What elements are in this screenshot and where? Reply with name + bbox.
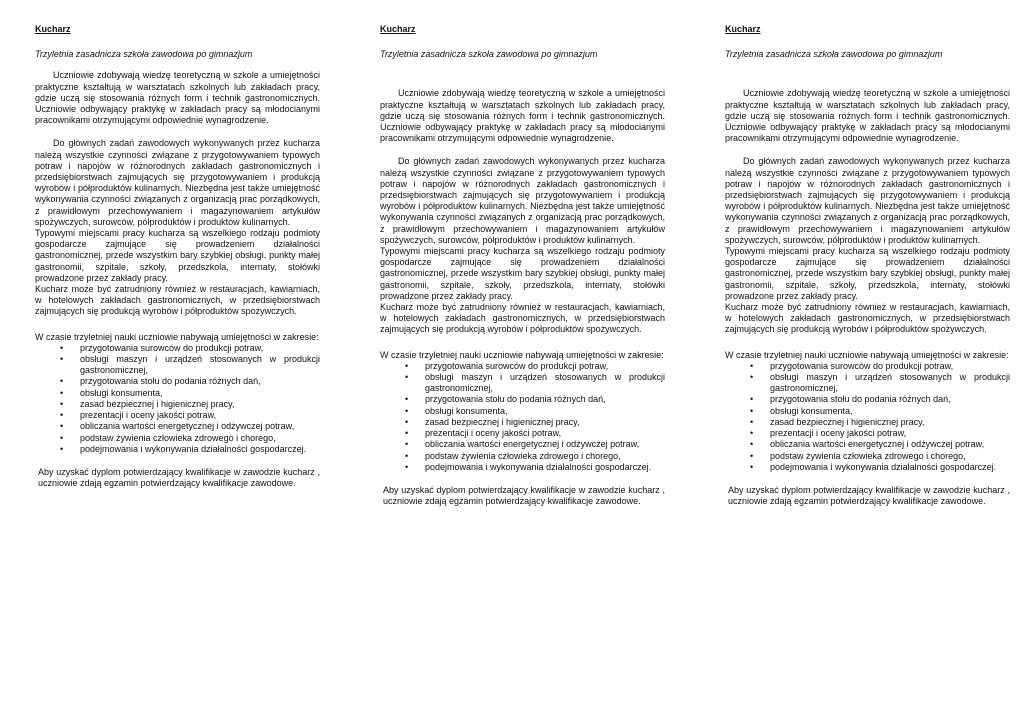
paragraph-employment: Kucharz może być zatrudniony również w restauracjach, kawiarniach, w hotelowych zakładach gastronomicznych, w przedsiębiorstwach zajmujących się produkcją wyrobów i półproduktów spożywczych. [380,302,665,335]
skills-list [725,361,1010,473]
document-subtitle: Trzyletnia zasadnicza szkoła zawodowa po gimnazjum [725,49,943,60]
list-item: • obsługi maszyn i urządzeń stosowanych w produkcji gastronomicznej, [80,354,320,376]
list-item: • przygotowania stołu do podania różnych dań, [770,394,1010,405]
list-item: • przygotowania surowców do produkcji potraw, [80,343,320,354]
paragraph-learning: Uczniowie zdobywają wiedzę teoretyczną w szkole a umiejętności praktyczne kształtują w warsztatach szkolnych lub zakładach pracy, gdzie uczą się stosowania różnych form i technik gastronomicznych. Uczniowie odbywający praktykę w zakładach pracy są młodocianymi pracownikami otrzymującymi odpowiednie wynagrodzenie. [35,70,320,126]
list-item: • obliczania wartości energetycznej i odżywczej potraw, [770,439,1010,450]
list-item: • obliczania wartości energetycznej i odżywczej potraw, [80,421,320,432]
list-item: • obsługi maszyn i urządzeń stosowanych w produkcji gastronomicznej, [425,372,665,394]
list-item: • prezentacji i oceny jakości potraw, [770,428,1010,439]
list-item: • zasad bezpiecznej i higienicznej pracy, [80,399,320,410]
skills-list [380,361,665,473]
list-item: • przygotowania stołu do podania różnych dań, [80,376,320,387]
list-item: • podejmowania i wykonywania działalności gospodarczej. [770,462,1010,473]
list-item: • obsługi maszyn i urządzeń stosowanych w produkcji gastronomicznej, [770,372,1010,394]
list-item: • zasad bezpiecznej i higienicznej pracy, [425,417,665,428]
paragraph-employment: Kucharz może być zatrudniony również w restauracjach, kawiarniach, w hotelowych zakładach gastronomicznych, w przedsiębiorstwach zajmujących się produkcją wyrobów i półproduktów spożywczych. [35,284,320,317]
list-item: • przygotowania stołu do podania różnych dań, [425,394,665,405]
closing-paragraph: Aby uzyskać dyplom potwierdzający kwalifikacje w zawodzie kucharz , uczniowie zdają egzamin potwierdzający kwalifikacje zawodowe. [383,484,665,507]
list-item: • zasad bezpiecznej i higienicznej pracy, [770,417,1010,428]
paragraph-workplaces: Typowymi miejscami pracy kucharza są wszelkiego rodzaju podmioty gospodarcze zajmujące się prowadzeniem działalności gastronomicznej, przede wszystkim bary szybkiej obsługi, punkty małej gastronomii, szpitale, szkoły, przedszkola, internaty, stołówki prowadzone przez zakłady pracy. [35,228,320,283]
leaflet-column-3 [725,24,1010,507]
list-item: • podstaw żywienia człowieka zdrowego i chorego, [770,451,1010,462]
document-subtitle: Trzyletnia zasadnicza szkoła zawodowa po gimnazjum [35,49,253,60]
paragraph-learning: Uczniowie zdobywają wiedzę teoretyczną w szkole a umiejętności praktyczne kształtują w warsztatach szkolnych lub zakładach pracy, gdzie uczą się stosowania różnych form i technik gastronomicznych. Uczniowie odbywający praktykę w zakładach pracy są młodocianymi pracownikami otrzymującymi odpowiednie wynagrodzenie. [380,88,665,144]
paragraph-tasks: Do głównych zadań zawodowych wykonywanych przez kucharza należą wszystkie czynności związane z przygotowywaniem typowych potraw i napojów w różnorodnych zakładach gastronomicznych i przedsiębiorstwach zajmujących się przygotowywaniem i produkcją wyrobów i półproduktów kulinarnych. Niezbędna jest także umiejętność wykonywania czynności związanych z organizacją prac porządkowych, z prawidłowym przechowywaniem i magazynowaniem artykułów spożywczych, surowców, półproduktów i produktów kulinarnych. [725,156,1010,245]
list-item: • przygotowania surowców do produkcji potraw, [770,361,1010,372]
list-item: • prezentacji i oceny jakości potraw, [80,410,320,421]
list-item: • obsługi konsumenta, [770,406,1010,417]
list-item: • obsługi konsumenta, [425,406,665,417]
document-title: Kucharz [725,24,761,34]
skills-intro: W czasie trzyletniej nauki uczniowie nabywają umiejętności w zakresie: [725,349,1009,360]
skills-list [35,343,320,455]
list-item: • podejmowania i wykonywania działalności gospodarczej. [425,462,665,473]
paragraph-workplaces: Typowymi miejscami pracy kucharza są wszelkiego rodzaju podmioty gospodarcze zajmujące się prowadzeniem działalności gastronomicznej, przede wszystkim bary szybkiej obsługi, punkty małej gastronomii, szpitale, szkoły, przedszkola, internaty, stołówki prowadzone przez zakłady pracy. [725,246,1010,301]
skills-intro: W czasie trzyletniej nauki uczniowie nabywają umiejętności w zakresie: [35,331,319,342]
leaflet-column-2 [380,24,665,507]
paragraph-tasks: Do głównych zadań zawodowych wykonywanych przez kucharza należą wszystkie czynności związane z przygotowywaniem typowych potraw i napojów w różnorodnych zakładach gastronomicznych i przedsiębiorstwach zajmujących się przygotowywaniem i produkcją wyrobów i półproduktów kulinarnych. Niezbędna jest także umiejętność wykonywania czynności związanych z organizacją prac porządkowych, z prawidłowym przechowywaniem i magazynowaniem artykułów spożywczych, surowców, półproduktów i produktów kulinarnych. [35,138,320,227]
leaflet-column-1 [35,24,320,489]
paragraph-tasks: Do głównych zadań zawodowych wykonywanych przez kucharza należą wszystkie czynności związane z przygotowywaniem typowych potraw i napojów w różnorodnych zakładach gastronomicznych i przedsiębiorstwach zajmujących się przygotowywaniem i produkcją wyrobów i półproduktów kulinarnych. Niezbędna jest także umiejętność wykonywania czynności związanych z organizacją prac porządkowych, z prawidłowym przechowywaniem i magazynowaniem artykułów spożywczych, surowców, półproduktów i produktów kulinarnych. [380,156,665,245]
document-subtitle: Trzyletnia zasadnicza szkoła zawodowa po gimnazjum [380,49,598,60]
paragraph-employment: Kucharz może być zatrudniony również w restauracjach, kawiarniach, w hotelowych zakładach gastronomicznych, w przedsiębiorstwach zajmujących się produkcją wyrobów i półproduktów spożywczych. [725,302,1010,335]
list-item: • obliczania wartości energetycznej i odżywczej potraw, [425,439,665,450]
list-item: • podstaw żywienia człowieka zdrowego i chorego, [80,433,320,444]
skills-intro: W czasie trzyletniej nauki uczniowie nabywają umiejętności w zakresie: [380,349,664,360]
list-item: • obsługi konsumenta, [80,388,320,399]
document-title: Kucharz [380,24,416,34]
list-item: • przygotowania surowców do produkcji potraw, [425,361,665,372]
list-item: • podejmowania i wykonywania działalności gospodarczej. [80,444,320,455]
closing-paragraph: Aby uzyskać dyplom potwierdzający kwalifikacje w zawodzie kucharz , uczniowie zdają egzamin potwierdzający kwalifikacje zawodowe. [38,466,320,489]
paragraph-workplaces: Typowymi miejscami pracy kucharza są wszelkiego rodzaju podmioty gospodarcze zajmujące się prowadzeniem działalności gastronomicznej, przede wszystkim bary szybkiej obsługi, punkty małej gastronomii, szpitale, szkoły, przedszkola, internaty, stołówki prowadzone przez zakłady pracy. [380,246,665,301]
list-item: • prezentacji i oceny jakości potraw, [425,428,665,439]
paragraph-learning: Uczniowie zdobywają wiedzę teoretyczną w szkole a umiejętności praktyczne kształtują w warsztatach szkolnych lub zakładach pracy, gdzie uczą się stosowania różnych form i technik gastronomicznych. Uczniowie odbywający praktykę w zakładach pracy są młodocianymi pracownikami otrzymującymi odpowiednie wynagrodzenie. [725,88,1010,144]
closing-paragraph: Aby uzyskać dyplom potwierdzający kwalifikacje w zawodzie kucharz , uczniowie zdają egzamin potwierdzający kwalifikacje zawodowe. [728,484,1010,507]
document-title: Kucharz [35,24,71,34]
list-item: • podstaw żywienia człowieka zdrowego i chorego, [425,451,665,462]
